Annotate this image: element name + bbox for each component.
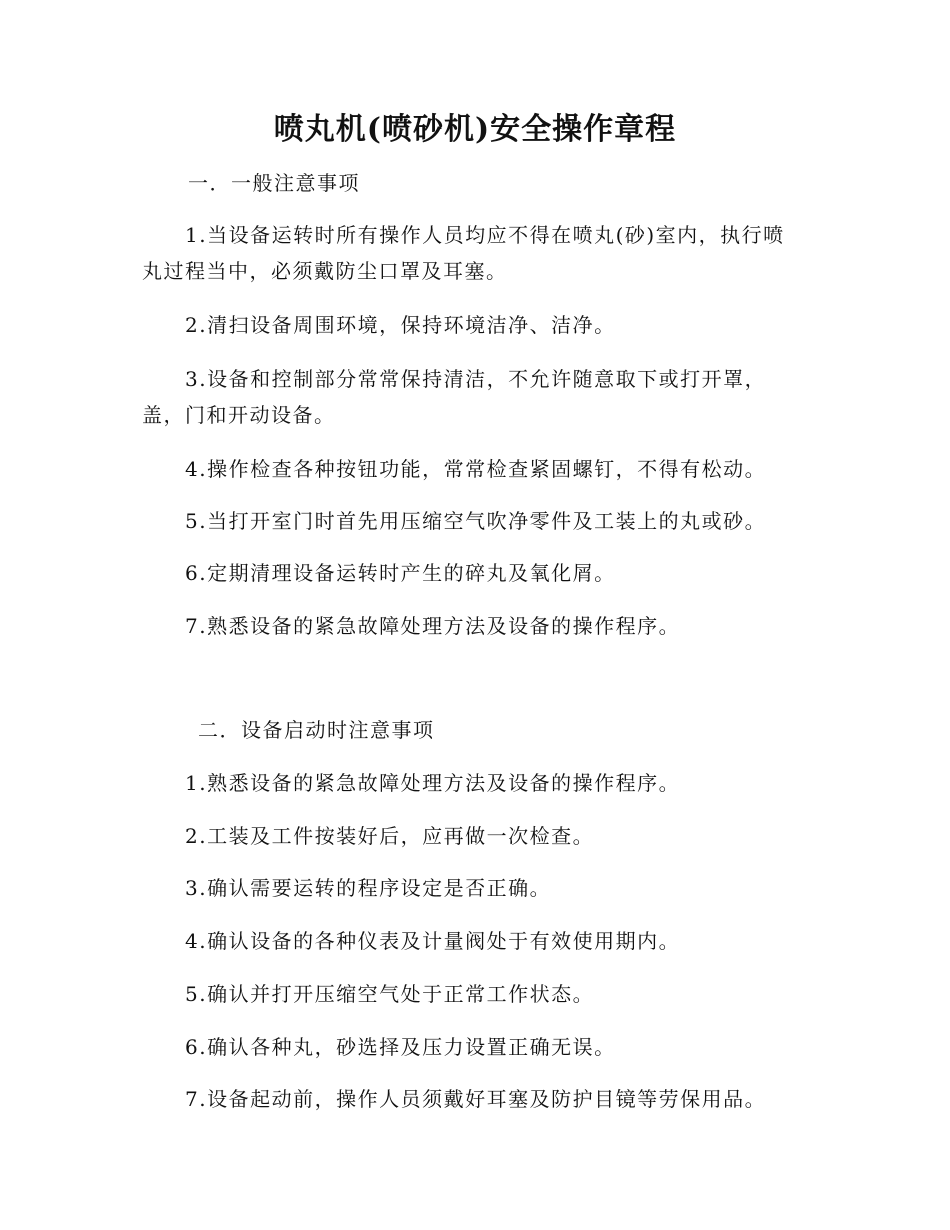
section1-item6: 6.定期清理设备运转时产生的碎丸及氧化屑。	[185, 561, 616, 585]
section2-item4: 4.确认设备的各种仪表及计量阀处于有效使用期内。	[185, 929, 681, 953]
section1-item2: 2.清扫设备周围环境，保持环境洁净、洁净。	[185, 313, 616, 337]
document-title: 喷丸机(喷砂机)安全操作章程	[273, 112, 677, 147]
section2-item2: 2.工装及工件按装好后，应再做一次检查。	[185, 824, 595, 848]
section-heading-general: 一．一般注意事项	[188, 171, 360, 195]
section1-item1-line1: 1.当设备运转时所有操作人员均应不得在喷丸(砂)室内，执行喷	[185, 223, 785, 247]
section1-item1-line2: 丸过程当中，必须戴防尘口罩及耳塞。	[142, 259, 508, 283]
section1-item4: 4.操作检查各种按钮功能，常常检查紧固螺钉，不得有松动。	[185, 457, 767, 481]
section2-item5: 5.确认并打开压缩空气处于正常工作状态。	[185, 982, 595, 1006]
section1-item3-line2: 盖，门和开动设备。	[142, 403, 336, 427]
section2-item1: 1.熟悉设备的紧急故障处理方法及设备的操作程序。	[185, 771, 681, 795]
section-heading-startup: 二．设备启动时注意事项	[198, 718, 435, 742]
section2-item3: 3.确认需要运转的程序设定是否正确。	[185, 876, 552, 900]
section2-item7: 7.设备起动前，操作人员须戴好耳塞及防护目镜等劳保用品。	[185, 1087, 767, 1111]
section1-item7: 7.熟悉设备的紧急故障处理方法及设备的操作程序。	[185, 614, 681, 638]
section1-item3-line1: 3.设备和控制部分常常保持清洁，不允许随意取下或打开罩，	[185, 367, 767, 391]
section2-item6: 6.确认各种丸，砂选择及压力设置正确无误。	[185, 1035, 616, 1059]
section1-item5: 5.当打开室门时首先用压缩空气吹净零件及工装上的丸或砂。	[185, 509, 767, 533]
